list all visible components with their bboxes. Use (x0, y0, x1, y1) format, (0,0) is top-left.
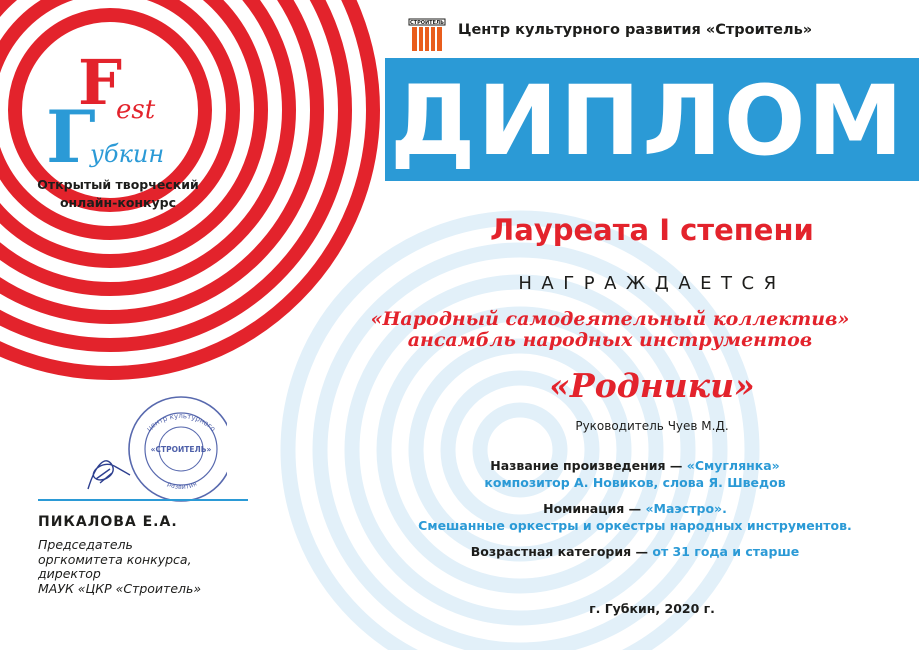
work-label: Название произведения — (490, 458, 683, 473)
age-label: Возрастная категория — (470, 544, 648, 559)
organization-name: Центр культурного развития «Строитель» (458, 22, 813, 38)
contest-description (18, 176, 218, 212)
signer-role-line-3: директор (38, 566, 101, 581)
ensemble-leader: Руководитель Чуев М.Д. (575, 419, 729, 433)
nomination-description: Смешанные оркестры и оркестры народных инструментов. (418, 518, 852, 533)
laureate-degree: Лауреата I степени (490, 213, 814, 247)
work-details (340, 457, 919, 491)
logo-letter-f: F (78, 46, 123, 119)
nomination-label: Номинация — (543, 501, 642, 516)
signer-role-line-4: МАУК «ЦКР «Строитель» (38, 580, 202, 596)
stamp-center-text: «СТРОИТЕЛЬ» (150, 445, 212, 454)
stamp-ring-text-top: центр культурного (145, 412, 218, 434)
age-value: от 31 года и старше (652, 544, 800, 559)
collective-line-2: ансамбль народных инструментов (407, 329, 813, 351)
stamp-ring-text-bottom: развития (165, 479, 199, 492)
official-stamp (82, 393, 227, 503)
city-year: г. Губкин, 2020 г. (589, 601, 715, 616)
nomination-value: «Маэстро». (645, 501, 727, 516)
signer-name: ПИКАЛОВА Е.А. (38, 514, 178, 530)
festival-logo (44, 44, 184, 172)
age-details (340, 543, 919, 560)
logo-word-fest: est (116, 95, 156, 125)
organization-logo (408, 18, 446, 52)
signer-role (38, 538, 238, 596)
signature-line (38, 499, 248, 501)
contest-line-2: онлайн-конкурс (59, 195, 177, 210)
work-value: «Смуглянка» (686, 458, 780, 473)
awarded-heading: НАГРАЖДАЕТСЯ (518, 273, 786, 294)
diploma-title: ДИПЛОМ (390, 65, 906, 177)
logo-letter-g: Г (46, 94, 96, 172)
organization-logo-text: СТРОИТЕЛЬ (410, 20, 444, 26)
collective-line-1: «Народный самодеятельный коллектив» (370, 308, 850, 330)
contest-line-1: Открытый творческий (37, 177, 199, 192)
collective-title (330, 309, 890, 351)
signature-mark (88, 461, 130, 489)
signer-role-line-2: оргкомитета конкурса, (38, 551, 192, 567)
logo-word-gubkin: убкин (90, 140, 165, 168)
signer-role-line-1: Председатель (38, 537, 133, 552)
ensemble-name: «Родники» (549, 366, 755, 405)
work-authors: композитор А. Новиков, слова Я. Шведов (484, 475, 786, 490)
nomination-details (340, 500, 919, 534)
